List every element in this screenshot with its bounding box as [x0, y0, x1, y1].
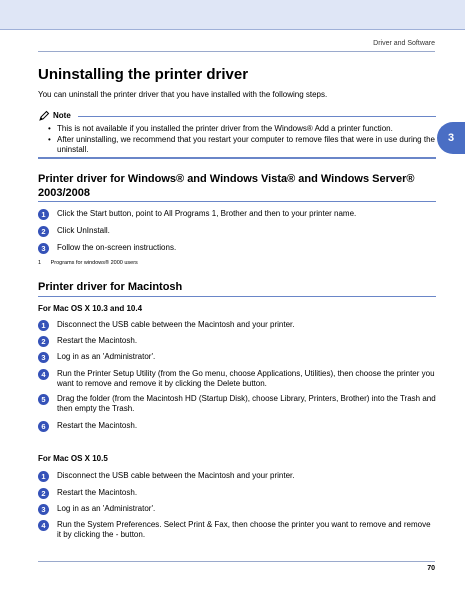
note-label: Note — [53, 111, 71, 120]
windows-step — [38, 243, 436, 253]
mac-step — [38, 394, 436, 414]
mac-subheading-10-3: For Mac OS X 10.3 and 10.4 — [38, 304, 143, 313]
mac-step — [38, 336, 436, 346]
mac-step — [38, 421, 436, 431]
step-number-badge: 3 — [38, 504, 49, 515]
footer-divider — [38, 561, 435, 562]
note-divider — [78, 116, 436, 117]
step-number-badge: 1 — [38, 209, 49, 220]
step-number-badge: 3 — [38, 243, 49, 254]
windows-section-title: Printer driver for Windows® and Windows Vista® and Windows Server® 2003/2008 — [38, 173, 415, 199]
step-number-badge: 5 — [38, 394, 49, 405]
windows-section-divider — [38, 201, 436, 202]
step-number-badge: 1 — [38, 471, 49, 482]
note-list — [48, 124, 438, 156]
step-number-badge: 6 — [38, 421, 49, 432]
mac-subheading-10-5: For Mac OS X 10.5 — [38, 454, 108, 463]
step-text: Drag the folder (from the Macintosh HD (Startup Disk), choose Library, Printers, Brother) into the Trash and then empty the Trash. — [57, 394, 436, 413]
pencil-note-icon — [38, 110, 50, 122]
running-header: Driver and Software — [373, 40, 435, 47]
page-number: 70 — [427, 565, 435, 572]
step-text: Restart the Macintosh. — [57, 421, 138, 430]
chapter-tab: 3 — [437, 122, 465, 154]
note-item: • After uninstalling, we recommend that you restart your computer to remove files that were in use during the uninstall. — [48, 135, 438, 155]
step-number-badge: 2 — [38, 488, 49, 499]
step-text: Run the System Preferences. Select Print & Fax, then choose the printer you want to remove and remove it by clicking the - button. — [57, 520, 431, 539]
top-band — [0, 0, 465, 30]
step-number-badge: 4 — [38, 369, 49, 380]
step-text: Run the Printer Setup Utility (from the Go menu, choose Applications, Utilities), then choose the printer you want to remove and remove it by clicking the Delete button. — [57, 369, 435, 388]
intro-text: You can uninstall the printer driver that you have installed with the following steps. — [38, 90, 328, 99]
step-text: Restart the Macintosh. — [57, 488, 138, 497]
mac-step — [38, 504, 436, 514]
step-number-badge: 2 — [38, 226, 49, 237]
step-text: Disconnect the USB cable between the Macintosh and your printer. — [57, 471, 295, 480]
step-text: Click the Start button, point to All Programs 1, Brother and then to your printer name. — [57, 209, 357, 218]
step-number-badge: 2 — [38, 336, 49, 347]
step-text: Follow the on-screen instructions. — [57, 243, 177, 252]
mac-step — [38, 352, 436, 362]
page-title: Uninstalling the printer driver — [38, 66, 249, 83]
step-number-badge: 4 — [38, 520, 49, 531]
header-divider — [38, 51, 435, 52]
footnote-mark: 1 — [38, 260, 42, 266]
mac-step — [38, 520, 436, 540]
mac-step — [38, 320, 436, 330]
mac-step — [38, 471, 436, 481]
step-text: Disconnect the USB cable between the Macintosh and your printer. — [57, 320, 295, 329]
step-number-badge: 1 — [38, 320, 49, 331]
windows-step — [38, 226, 436, 236]
mac-step — [38, 488, 436, 498]
footnote — [38, 260, 138, 266]
note-header — [38, 110, 436, 122]
step-text: Restart the Macintosh. — [57, 336, 138, 345]
mac-section-title: Printer driver for Macintosh — [38, 281, 183, 293]
windows-step — [38, 209, 436, 219]
footnote-text: Programs for windows® 2000 users — [50, 260, 138, 266]
step-text: Click UnInstall. — [57, 226, 110, 235]
mac-step — [38, 369, 436, 389]
step-text: Log in as an 'Administrator'. — [57, 504, 156, 513]
note-bottom-divider — [38, 157, 436, 159]
step-number-badge: 3 — [38, 352, 49, 363]
mac-section-divider — [38, 296, 436, 297]
step-text: Log in as an 'Administrator'. — [57, 352, 156, 361]
note-item: • This is not available if you installed the printer driver from the Windows® Add a printer function. — [48, 124, 438, 134]
